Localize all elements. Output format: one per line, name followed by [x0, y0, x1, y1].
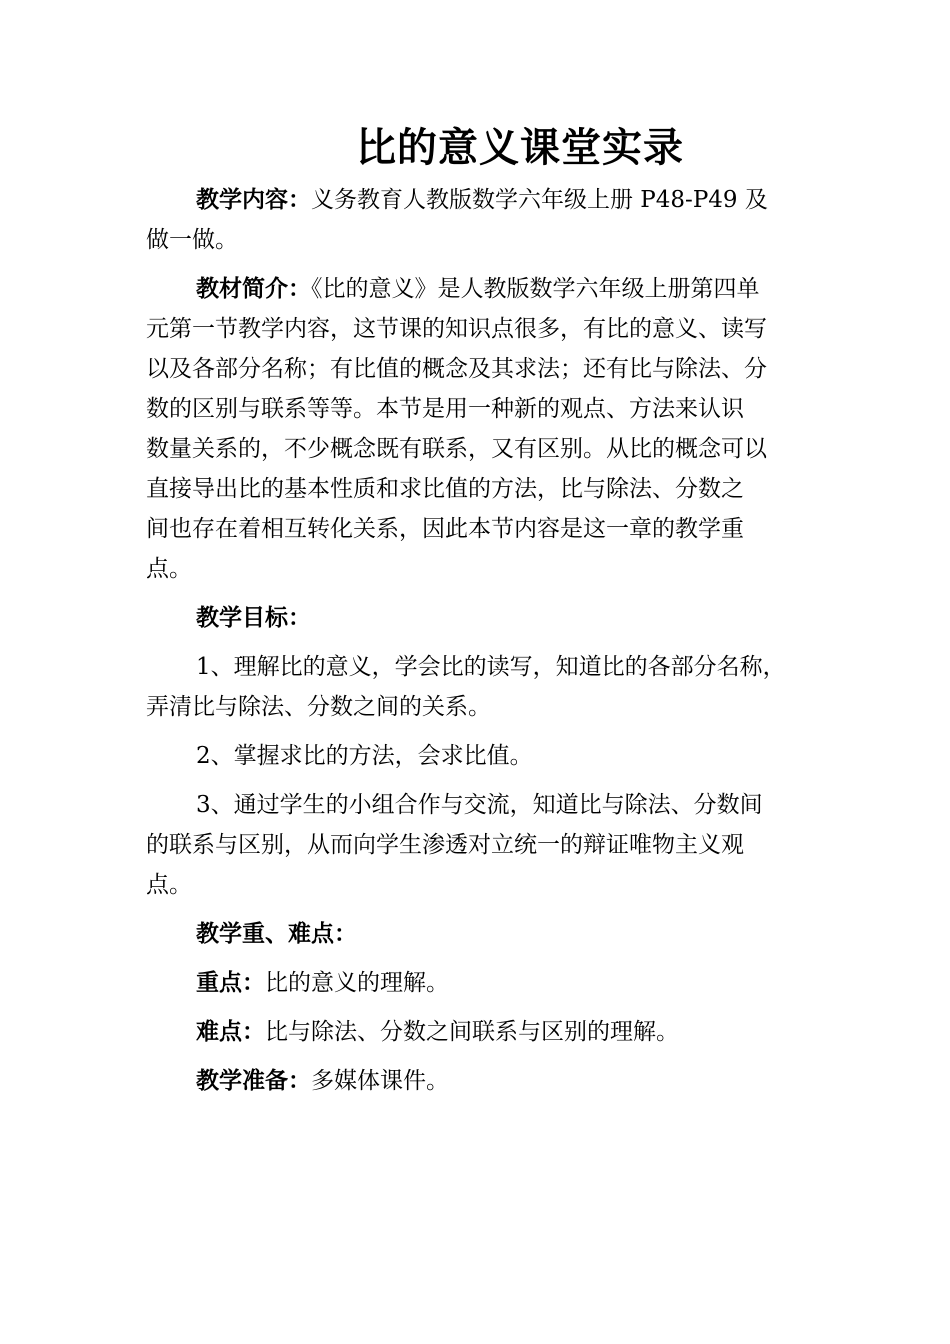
textbook-intro-line-1 [146, 269, 808, 309]
goal-item-3 [146, 785, 808, 905]
goal-item-2 [146, 736, 808, 776]
difficult-point-line [146, 1012, 808, 1052]
goal-item-3-line-3: 点。 [146, 872, 192, 898]
teaching-prep-text: 多媒体课件。 [311, 1068, 449, 1094]
textbook-intro-line-8: 点。 [146, 556, 192, 582]
goal-item-3-line-1: 3、通过学生的小组合作与交流，知道比与除法、分数间 [196, 792, 763, 818]
difficult-point-paragraph [146, 1012, 808, 1052]
key-point-line [146, 963, 808, 1003]
teaching-content-line-1 [146, 180, 808, 220]
textbook-intro-paragraph [146, 269, 808, 589]
textbook-intro-line-2: 元第一节教学内容，这节课的知识点很多，有比的意义、读写 [146, 316, 767, 342]
key-points-label: 教学重、难点： [196, 920, 357, 947]
document-title: 比的意义课堂实录 [356, 124, 684, 171]
key-point-paragraph [146, 963, 808, 1003]
teaching-content-text: 义务教育人教版数学六年级上册 P48-P49 及 [311, 187, 768, 213]
textbook-intro-line-4: 数的区别与联系等等。本节是用一种新的观点、方法来认识 [146, 396, 744, 422]
textbook-intro-label: 教材简介： [196, 275, 311, 302]
goal-item-1 [146, 647, 808, 727]
textbook-intro-text: 《比的意义》是人教版数学六年级上册第四单 [311, 276, 760, 302]
document-body [146, 180, 808, 1110]
textbook-intro-line-7: 间也存在着相互转化关系，因此本节内容是这一章的教学重 [146, 516, 744, 542]
goal-item-3-line-2: 的联系与区别，从而向学生渗透对立统一的辩证唯物主义观 [146, 832, 744, 858]
goal-item-1-line-2: 弄清比与除法、分数之间的关系。 [146, 694, 491, 720]
teaching-content-paragraph [146, 180, 808, 260]
goal-item-1-line-1: 1、理解比的意义，学会比的读写，知道比的各部分名称， [196, 654, 786, 680]
difficult-point-label: 难点： [196, 1018, 265, 1045]
textbook-intro-line-3: 以及各部分名称；有比值的概念及其求法；还有比与除法、分 [146, 356, 767, 382]
textbook-intro-line-5: 数量关系的，不少概念既有联系，又有区别。从比的概念可以 [146, 436, 767, 462]
goal-item-2-line-1: 2、掌握求比的方法，会求比值。 [196, 743, 533, 769]
teaching-prep-line [146, 1061, 808, 1101]
teaching-goals-label: 教学目标： [196, 604, 311, 631]
key-points-heading-paragraph [146, 914, 808, 954]
teaching-prep-paragraph [146, 1061, 808, 1101]
teaching-goals-heading-paragraph [146, 598, 808, 638]
textbook-intro-line-6: 直接导出比的基本性质和求比值的方法，比与除法、分数之 [146, 476, 744, 502]
key-point-text: 比的意义的理解。 [265, 970, 449, 996]
key-point-label: 重点： [196, 969, 265, 996]
teaching-prep-label: 教学准备： [196, 1067, 311, 1094]
teaching-content-label: 教学内容： [196, 186, 311, 213]
difficult-point-text: 比与除法、分数之间联系与区别的理解。 [265, 1019, 679, 1045]
teaching-content-line-2: 做一做。 [146, 227, 238, 253]
